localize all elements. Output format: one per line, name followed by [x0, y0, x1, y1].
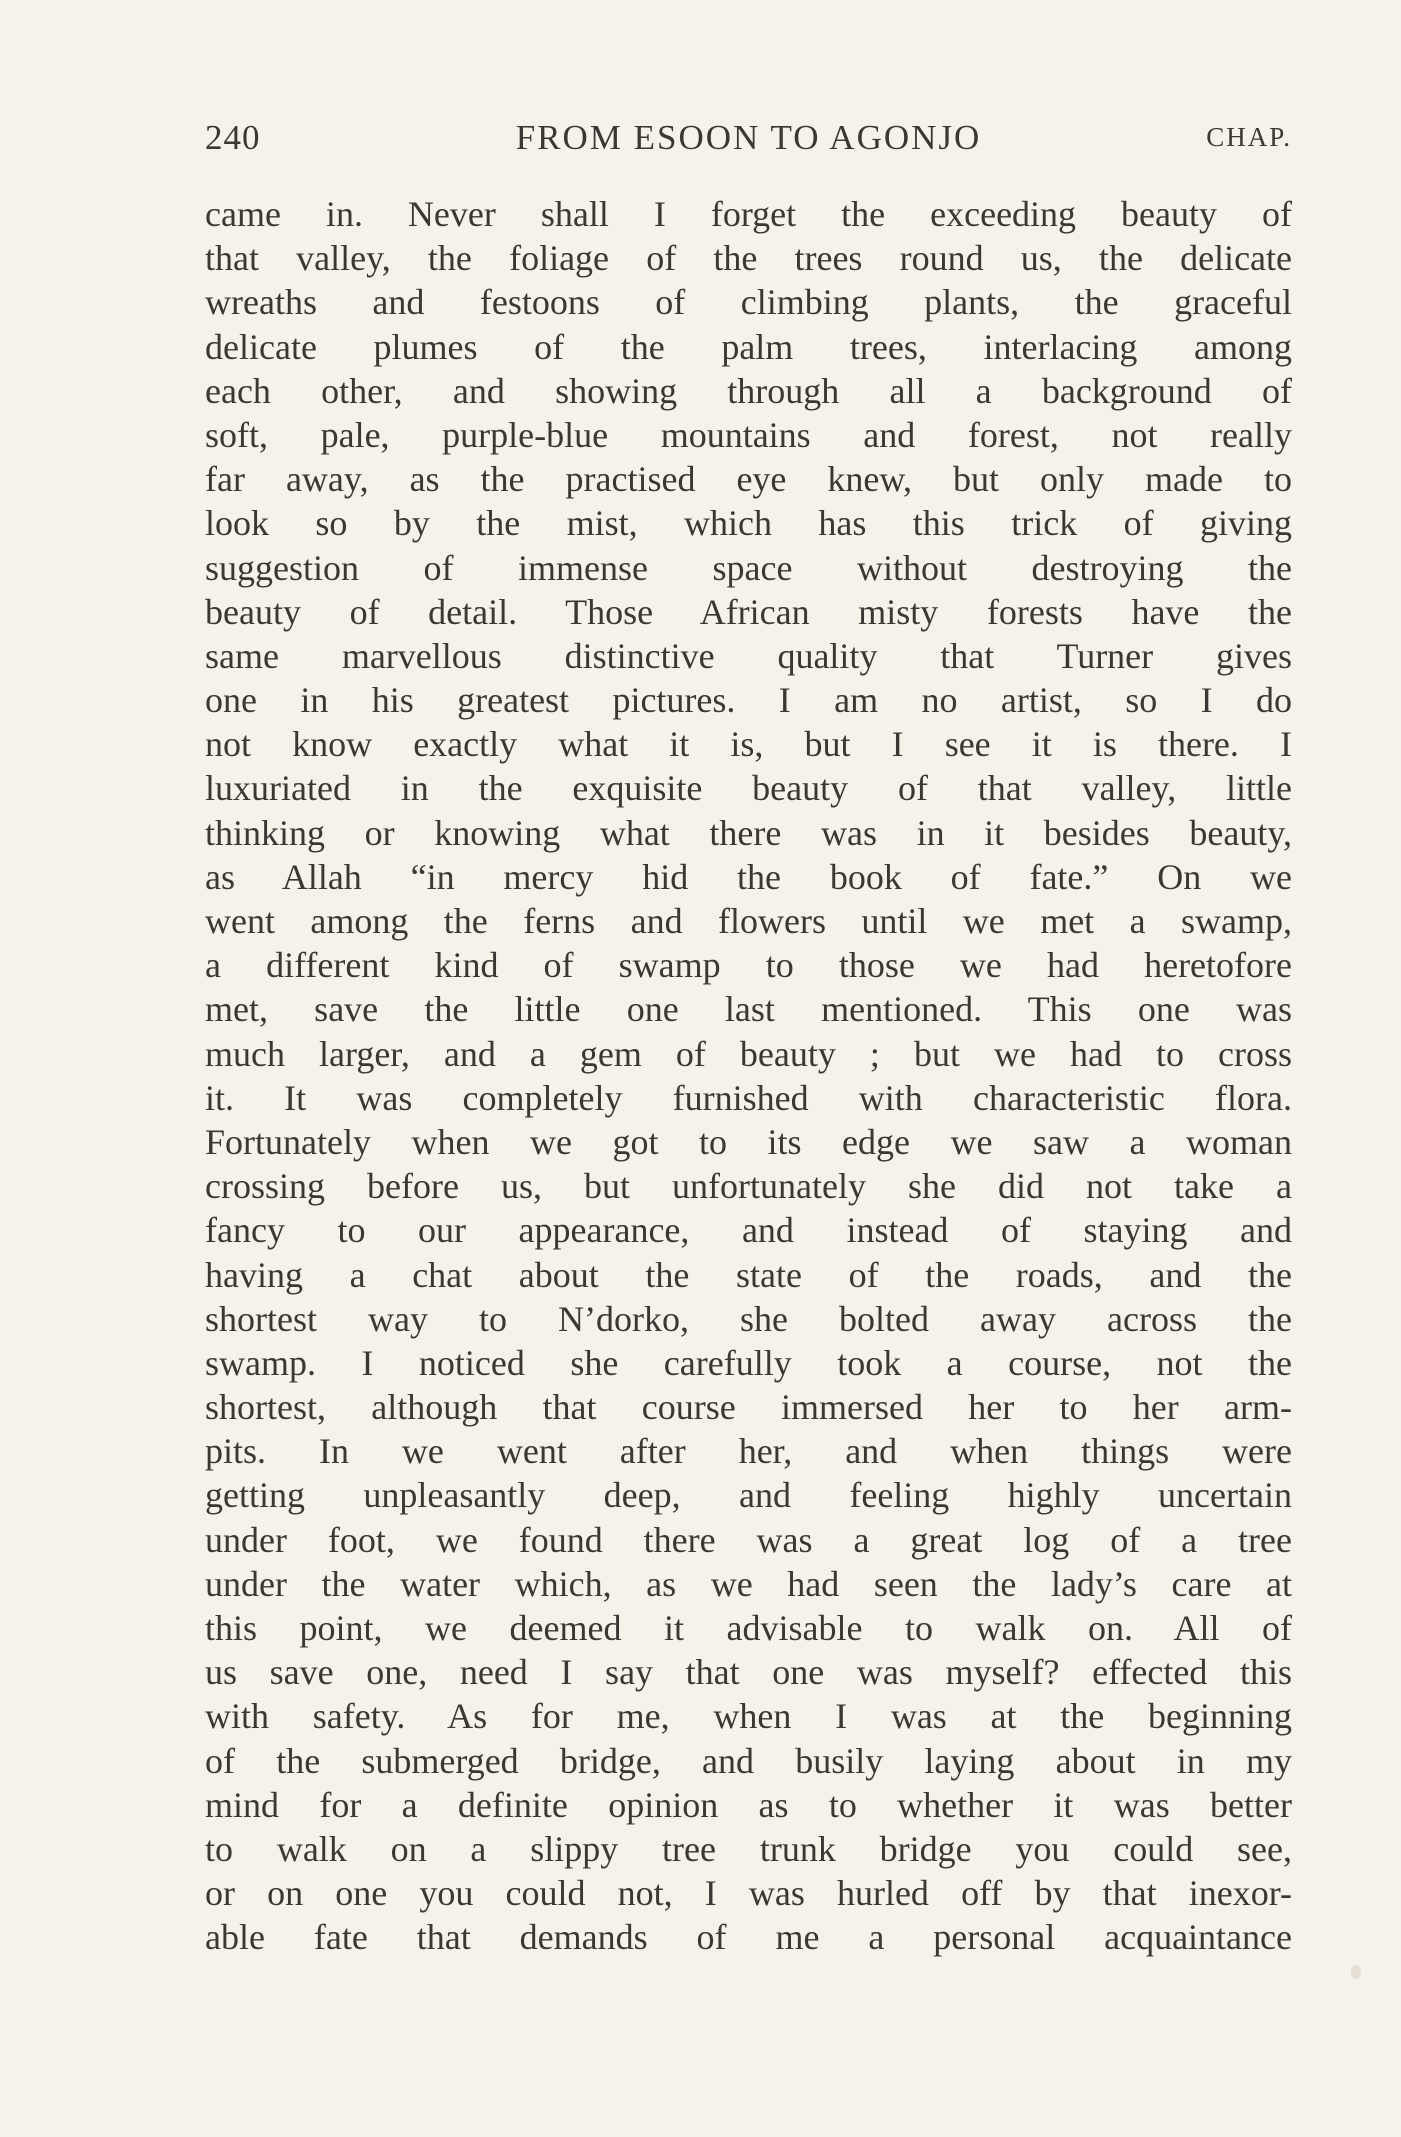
text-line: soft, pale, purple-blue mountains and forest, not really: [205, 414, 1292, 455]
text-line: it. It was completely furnished with characteristic flora.: [205, 1077, 1292, 1118]
text-line: swamp. I noticed she carefully took a course, not the: [205, 1342, 1292, 1383]
text-line: having a chat about the state of the roads, and the: [205, 1254, 1292, 1295]
text-line: suggestion of immense space without destroying the: [205, 547, 1292, 588]
body-text: [205, 192, 1292, 1960]
text-line: much larger, and a gem of beauty ; but we had to cross: [205, 1033, 1292, 1074]
text-line: shortest, although that course immersed her to her arm-: [205, 1387, 1292, 1428]
text-line: of the submerged bridge, and busily laying about in my: [205, 1740, 1292, 1781]
text-line: delicate plumes of the palm trees, interlacing among: [205, 326, 1292, 367]
text-line: went among the ferns and flowers until we met a swamp,: [205, 901, 1292, 941]
text-line: able fate that demands of me a personal acquaintance: [205, 1917, 1292, 1958]
text-line: wreaths and festoons of climbing plants, the graceful: [205, 282, 1292, 323]
text-line: as Allah “in mercy hid the book of fate.” On we: [205, 856, 1292, 897]
text-line: one in his greatest pictures. I am no artist, so I do: [205, 680, 1292, 721]
running-title: FROM ESOON TO AGONJO: [515, 118, 982, 157]
chapter-mark: CHAP.: [1206, 122, 1292, 152]
text-line: look so by the mist, which has this trick of giving: [205, 503, 1292, 544]
text-line: Fortunately when we got to its edge we saw a woman: [205, 1121, 1292, 1162]
text-line: or on one you could not, I was hurled off by that inexor-: [205, 1873, 1292, 1914]
text-line: far away, as the practised eye knew, but only made to: [205, 459, 1292, 500]
text-line: a different kind of swamp to those we had heretofore: [205, 945, 1292, 986]
page-header: [205, 118, 1292, 168]
text-line: crossing before us, but unfortunately she did not take a: [205, 1166, 1292, 1207]
text-line: us save one, need I say that one was myself? effected this: [205, 1652, 1292, 1693]
text-line: not know exactly what it is, but I see it is there. I: [205, 724, 1292, 765]
text-line: that valley, the foliage of the trees round us, the delicate: [205, 238, 1292, 279]
paper-speck: [1351, 1965, 1361, 1979]
page-number: 240: [205, 118, 261, 157]
text-line: same marvellous distinctive quality that Turner gives: [205, 635, 1292, 676]
text-line: luxuriated in the exquisite beauty of that valley, little: [205, 768, 1292, 809]
text-line: mind for a definite opinion as to whether it was better: [205, 1784, 1292, 1825]
text-line: came in. Never shall I forget the exceeding beauty of: [205, 194, 1292, 234]
text-line: this point, we deemed it advisable to walk on. All of: [205, 1608, 1292, 1648]
text-line: getting unpleasantly deep, and feeling highly uncertain: [205, 1475, 1292, 1516]
text-line: with safety. As for me, when I was at the beginning: [205, 1696, 1292, 1737]
text-line: under foot, we found there was a great log of a tree: [205, 1519, 1292, 1560]
text-line: under the water which, as we had seen the lady’s care at: [205, 1563, 1292, 1604]
text-line: thinking or knowing what there was in it besides beauty,: [205, 812, 1292, 853]
text-line: shortest way to N’dorko, she bolted away across the: [205, 1298, 1292, 1339]
text-line: beauty of detail. Those African misty forests have the: [205, 591, 1292, 632]
text-line: each other, and showing through all a background of: [205, 370, 1292, 411]
text-line: pits. In we went after her, and when things were: [205, 1431, 1292, 1472]
text-line: met, save the little one last mentioned. This one was: [205, 989, 1292, 1030]
text-line: to walk on a slippy tree trunk bridge you could see,: [205, 1828, 1292, 1869]
text-line: fancy to our appearance, and instead of staying and: [205, 1210, 1292, 1251]
